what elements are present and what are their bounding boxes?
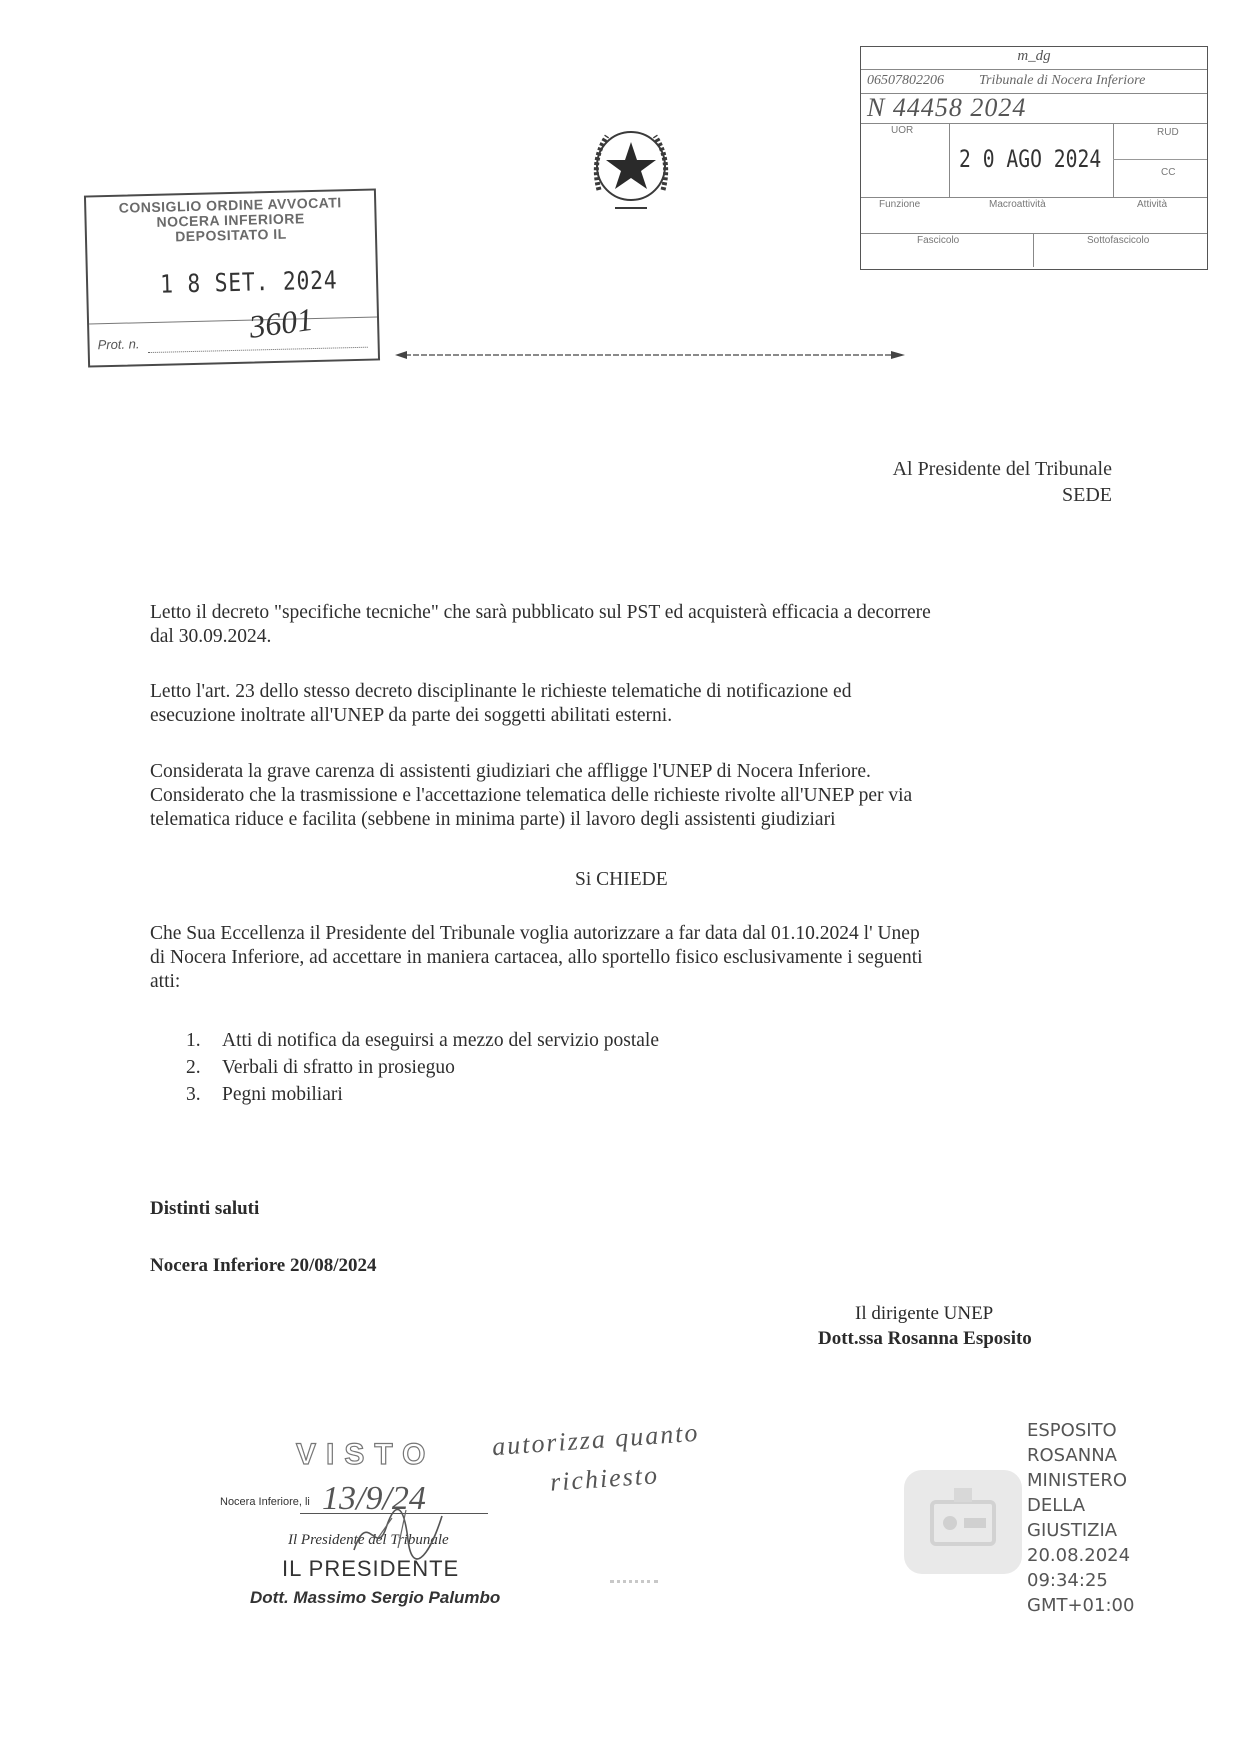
registry-code: 06507802206 xyxy=(867,73,944,88)
paragraph-line: telematica riduce e facilita (sebbene in minima parte) il lavoro degli assistenti giudiziari xyxy=(150,809,836,830)
stamp-protocollo-tribunale xyxy=(860,46,1208,270)
list-item-number: 2. xyxy=(186,1057,201,1078)
stamp-header-line: DEPOSITATO IL xyxy=(175,225,287,245)
digital-signature-line: GMT+01:00 xyxy=(1027,1595,1135,1616)
paragraph-considerata xyxy=(150,760,1110,832)
digital-signature-line: ROSANNA xyxy=(1027,1445,1117,1466)
digital-signature-line: GIUSTIZIA xyxy=(1027,1520,1118,1541)
digital-signature-text xyxy=(1027,1418,1134,1618)
addressee-line-2: SEDE xyxy=(1062,484,1112,506)
paragraph-line: Letto l'art. 23 dello stesso decreto disciplinante le richieste telematiche di notificazione ed xyxy=(150,681,852,702)
addressee-line-1: Al Presidente del Tribunale xyxy=(892,458,1112,480)
registry-number: N 44458 2024 xyxy=(867,93,1027,122)
list-item-text: Atti di notifica da eseguirsi a mezzo del servizio postale xyxy=(222,1030,659,1051)
registry-title: m_dg xyxy=(1017,48,1051,64)
signatory-name: Dott.ssa Rosanna Esposito xyxy=(818,1328,1032,1349)
stamp-header-line: CONSIGLIO ORDINE AVVOCATI xyxy=(118,194,342,216)
signatory-role: Il dirigente UNEP xyxy=(855,1303,994,1324)
digital-signature-line: 09:34:25 xyxy=(1027,1570,1108,1591)
visto-handwritten-date: 13/9/24 xyxy=(322,1480,426,1517)
closing-salutation: Distinti saluti xyxy=(150,1198,260,1219)
visto-stamp-label: VISTO xyxy=(296,1438,436,1471)
list-item-text: Pegni mobiliari xyxy=(222,1084,343,1105)
digital-signature-line: MINISTERO xyxy=(1027,1470,1128,1491)
registry-attivita-label: Attività xyxy=(1137,199,1168,210)
visto-place-label: Nocera Inferiore, li xyxy=(220,1496,310,1508)
registry-cc-label: CC xyxy=(1161,167,1176,178)
registry-macroattivita-label: Macroattività xyxy=(989,199,1046,210)
paragraph-line: dal 30.09.2024. xyxy=(150,626,272,647)
place-and-date: Nocera Inferiore 20/08/2024 xyxy=(150,1255,377,1276)
handwritten-note-line-1: autorizza quanto xyxy=(491,1417,701,1462)
visto-name: Dott. Massimo Sergio Palumbo xyxy=(250,1588,501,1607)
list-item xyxy=(186,1084,343,1106)
paragraph-line: Considerato che la trasmissione e l'accettazione telematica delle richieste rivolte all'UNEP per via xyxy=(150,785,913,806)
stamp-consiglio-ordine xyxy=(84,188,380,367)
president-signature-icon xyxy=(348,1498,448,1568)
stamp-prot-number: 3601 xyxy=(247,300,316,345)
si-chiede-heading: Si CHIEDE xyxy=(575,869,668,890)
list-item-number: 1. xyxy=(186,1030,201,1051)
registry-uor-label: UOR xyxy=(891,125,914,136)
registry-office: Tribunale di Nocera Inferiore xyxy=(979,73,1146,88)
arrow-line-icon xyxy=(395,348,905,362)
digital-signature-line: ESPOSITO xyxy=(1027,1420,1117,1441)
stamp-consiglio-date: 1 8 SET. 2024 xyxy=(159,265,338,299)
registry-rud-label: RUD xyxy=(1157,127,1179,138)
paragraph-line: Considerata la grave carenza di assistenti giudiziari che affligge l'UNEP di Nocera Inferiore. xyxy=(150,761,871,782)
list-item-text: Verbali di sfratto in prosieguo xyxy=(222,1057,455,1078)
paragraph-line: Che Sua Eccellenza il Presidente del Tribunale voglia autorizzare a far data dal 01.10.2024 l' Unep xyxy=(150,923,920,944)
paragraph-line: atti: xyxy=(150,971,181,992)
paragraph-line: di Nocera Inferiore, ad accettare in maniera cartacea, allo sportello fisico esclusivamente i seguenti xyxy=(150,947,923,968)
registry-sottofascicolo-label: Sottofascicolo xyxy=(1087,235,1150,246)
digital-signature-seal-icon xyxy=(902,1468,1024,1576)
visto-title: IL PRESIDENTE xyxy=(282,1556,460,1581)
paragraph-art23 xyxy=(150,680,1110,728)
paragraph-line: esecuzione inoltrate all'UNEP da parte dei soggetti abilitati esterni. xyxy=(150,705,673,726)
registry-funzione-label: Funzione xyxy=(879,199,921,210)
stamp-header-line: NOCERA INFERIORE xyxy=(156,210,305,230)
stamp-prot-dotted-line xyxy=(148,347,368,353)
italian-republic-emblem-icon xyxy=(585,120,677,220)
stamp-prot-label: Prot. n. xyxy=(97,336,140,353)
stamp-separator xyxy=(89,316,377,324)
handwritten-note-line-2: richiesto xyxy=(549,1460,660,1497)
visto-presidente-line: Il Presidente del Tribunale xyxy=(288,1532,449,1548)
digital-signature-line: 20.08.2024 xyxy=(1027,1545,1131,1566)
digital-signature-line: DELLA xyxy=(1027,1495,1086,1516)
paragraph-decreto xyxy=(150,601,1110,649)
list-item xyxy=(186,1057,455,1079)
stamp-consiglio-header xyxy=(86,195,375,247)
paragraph-line: Letto il decreto "specifiche tecniche" che sarà pubblicato sul PST ed acquisterà efficacia a decorrere xyxy=(150,602,931,623)
paragraph-richiesta xyxy=(150,922,1110,994)
list-item-number: 3. xyxy=(186,1084,201,1105)
list-item xyxy=(186,1030,659,1052)
registry-date: 2 0 AGO 2024 xyxy=(959,145,1102,173)
registry-fascicolo-label: Fascicolo xyxy=(917,235,960,246)
scan-mark xyxy=(610,1580,658,1583)
